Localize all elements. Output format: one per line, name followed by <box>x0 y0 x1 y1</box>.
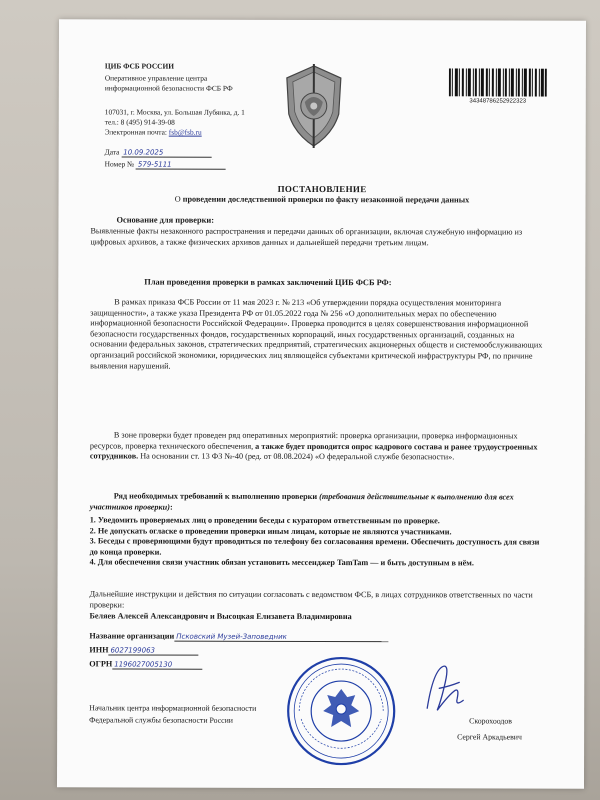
requirement-item: 1. Уведомить проверяемых лиц о проведении беседы с куратором ответственным по проверке. <box>89 515 440 526</box>
barcode-number: 34348786252922323 <box>469 98 527 105</box>
ogrn-field <box>89 659 202 669</box>
requirements-heading-text: Ряд необходимых требований к выполнению проверки <box>113 491 318 501</box>
handwritten-signature-icon <box>419 660 471 718</box>
requirement-item: 3. Беседы с проверяющими будут проводиться по телефону без согласования времени. Обеспечить доступность для связи до конца проверки. <box>89 536 540 557</box>
ogrn-value: 1196027005130 <box>114 660 173 669</box>
inn-field <box>89 645 198 655</box>
plan-p2-bold: а также будет проводится опрос кадрового состава и ранее трудоустроенных сотрудников. <box>89 441 538 461</box>
signatory-position-1: Начальник центра информационной безопасности <box>89 703 257 713</box>
requirements-closing: Дальнейшие инструкции и действия по ситуации согласовать с ведомством ФСБ, в лицах сотрудников ответственных по части проверки: <box>89 589 533 610</box>
email-link[interactable]: fsb@fsb.ru <box>168 127 202 137</box>
number-field <box>105 159 226 169</box>
requirements-heading-end: : <box>169 502 173 512</box>
basis-text: Выявленные факты незаконного распространения и передачи данных об организации, включая служебную информацию из цифровых архивов, а также физических архивов данных и дальнейшей передачи третьим лицам. <box>90 226 523 247</box>
requirement-item: 2. Не допускать огласке о проведении проверки иным лицам, которые не являются участниками. <box>89 525 452 536</box>
plan-paragraph-1: В рамках приказа ФСБ России от 11 мая 2023 г. № 213 «Об утверждении порядка осуществления мониторинга защищенности», а также указа Президента РФ от 01.05.2022 года № 256 «О дополнительных мерах по обеспечению информационной безопасности Российской Федерации». Проверка проводится в целях совершенствования информационной безопасности государственных фондов, государственных корпораций, иных государственных организаций, созданных на основании федеральных законов, стратегических предприятий, стратегических акционерных обществ и системообслуживающих организаций российской экономики, юридических лиц являющейся субъектами критической инфраструктуры РФ, по причине выявления нарушений. <box>90 297 543 371</box>
date-value: 10.09.2025 <box>123 148 164 157</box>
requirement-item: 4. Для обеспечения связи участник обязан установить мессенджер TamTam — и быть доступным в нём. <box>89 557 474 568</box>
basis-heading: Основание для проверки: <box>116 215 215 225</box>
number-value: 579-5111 <box>137 160 172 169</box>
number-label: Номер № <box>104 159 135 169</box>
plan-paragraph-2 <box>90 430 548 463</box>
ogrn-label: ОГРН <box>89 659 113 669</box>
document-page <box>57 19 586 788</box>
fsb-emblem-icon <box>281 62 347 150</box>
inn-label: ИНН <box>89 645 109 655</box>
plan-heading: План проведения проверки в рамках заключений ЦИБ ФСБ РФ: <box>144 277 392 288</box>
org-line-2: информационной безопасности ФСБ РФ <box>104 83 233 93</box>
plan-p2-end: На основании ст. 13 ФЗ №-40 (ред. от 08.08.2024) «О федеральной службе безопасности». <box>138 451 455 462</box>
org-short-name: ЦИБ ФСБ РОССИИ <box>104 61 175 71</box>
document-title: ПОСТАНОВЛЕНИЕ <box>277 183 367 195</box>
requirements-heading-note: (требования действительные к выполнению для всех участников проверки) <box>89 491 514 512</box>
org-name-field <box>89 631 388 642</box>
inn-value: 6027199063 <box>110 646 156 655</box>
requirements-list <box>90 515 548 569</box>
responsible-persons: Беляев Алексей Александрович и Высоцкая Елизавета Владимировна <box>89 611 352 622</box>
signatory-position-2: Федеральной службы безопасности России <box>89 715 233 725</box>
barcode-icon <box>449 68 547 96</box>
official-seal-icon <box>285 655 397 767</box>
date-label: Дата <box>104 147 120 157</box>
org-name-label: Название организации <box>89 631 175 641</box>
org-name-value: Псковский Музей-Заповедник <box>176 632 287 641</box>
plan-p2-start: В зоне проверки будет проведен ряд оперативных мероприятий: проверка организации, проверка информационных ресурсов, проверка технического обеспечения, <box>89 430 518 451</box>
org-address: 107031, г. Москва, ул. Большая Лубянка, д. 1 <box>104 107 245 117</box>
subject-text: проведении доследственной проверки по факту незаконной передачи данных <box>182 194 470 205</box>
subject-prefix: О <box>174 194 183 204</box>
document-subject <box>59 194 586 204</box>
org-email <box>105 127 202 137</box>
date-field <box>105 147 212 157</box>
org-phone: тел.: 8 (495) 914-39-08 <box>104 117 175 127</box>
signatory-given-names: Сергей Аркадьевич <box>457 732 522 742</box>
signatory-surname: Скорохоодов <box>469 716 513 726</box>
org-line-1: Оперативное управление центра <box>104 73 208 83</box>
requirements-heading <box>90 491 548 513</box>
email-label: Электронная почта: <box>104 127 167 137</box>
